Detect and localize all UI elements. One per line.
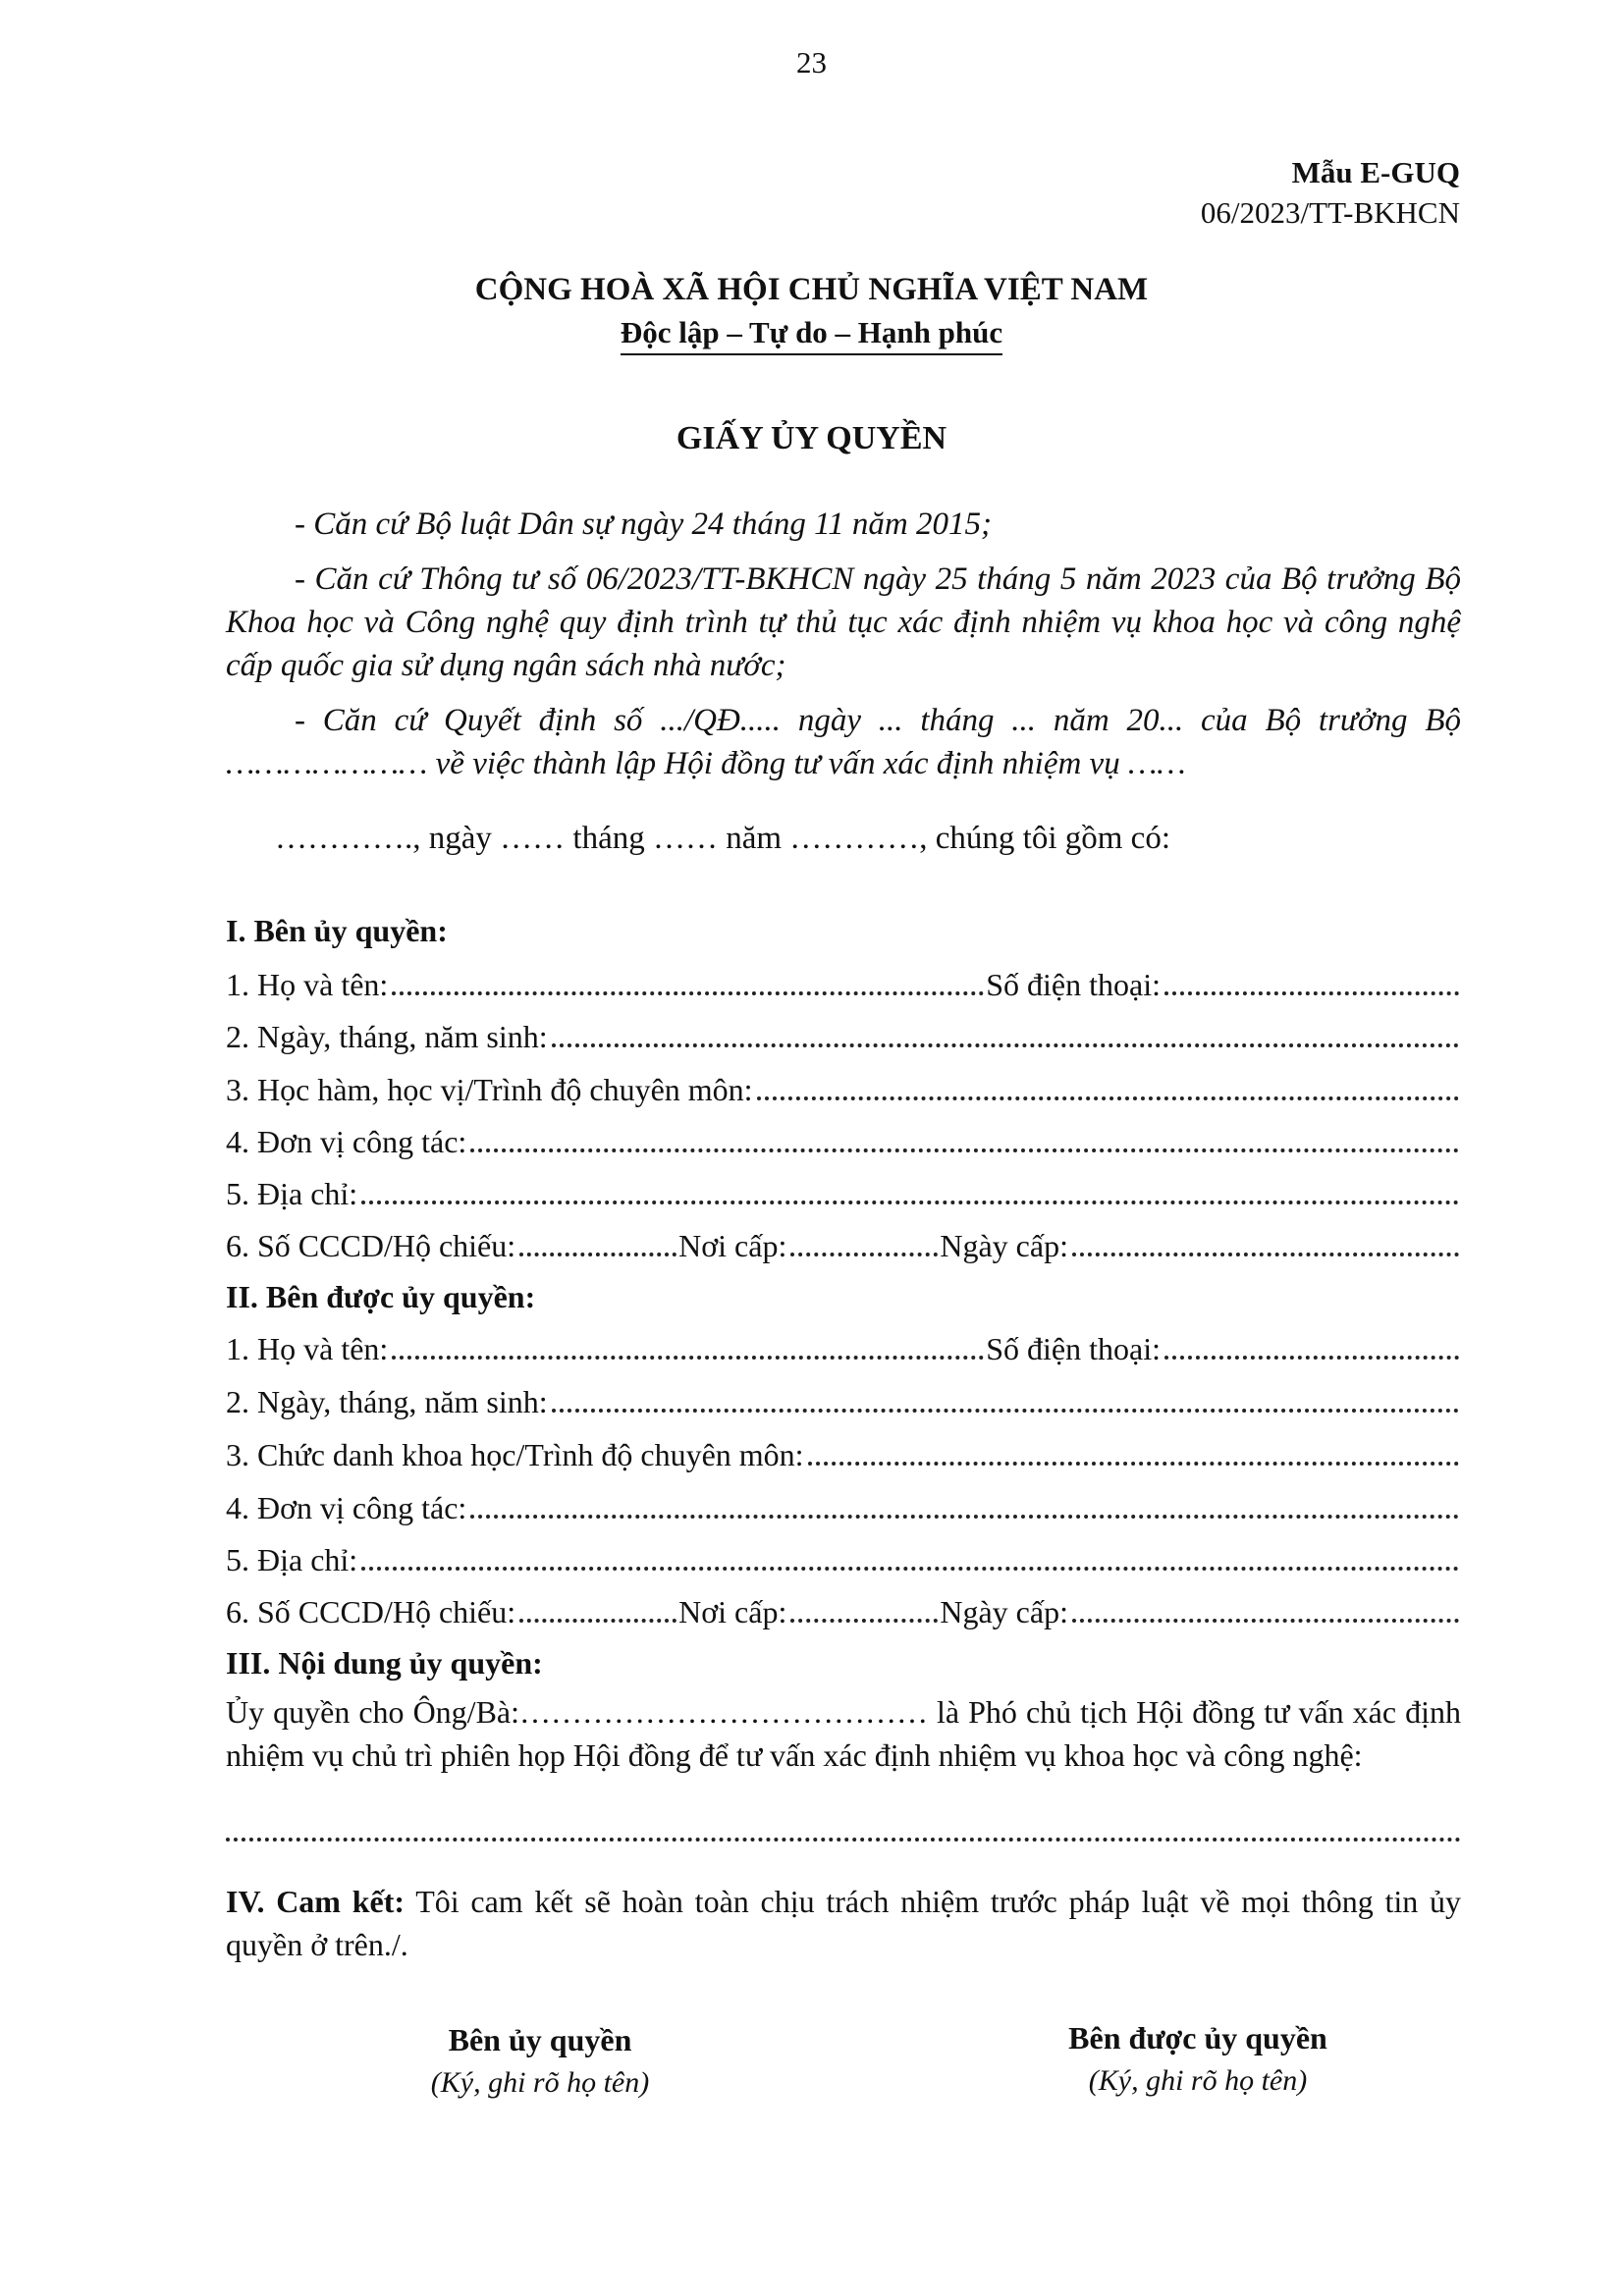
id-input-line[interactable] <box>519 1619 676 1623</box>
form-code: Mẫu E-GUQ <box>1291 155 1460 189</box>
grantor-signature-note: (Ký, ghi rõ họ tên) <box>430 2066 650 2099</box>
section-2-heading: II. Bên được ủy quyền: <box>226 1279 536 1314</box>
degree-label: 3. Học hàm, học vị/Trình độ chuyên môn: <box>226 1072 753 1107</box>
grantor-org-row <box>226 1124 1461 1160</box>
grantee-signature-block <box>943 2020 1453 2098</box>
basis-item: - Căn cứ Bộ luật Dân sự ngày 24 tháng 11 năm 2015; <box>295 507 992 542</box>
section-4-heading: IV. Cam kết: <box>226 1884 406 1919</box>
grantor-degree-row <box>226 1072 1461 1108</box>
dob-input-line[interactable] <box>552 1409 1459 1413</box>
authorization-text: Ủy quyền cho Ông/Bà:………………………………… là Phó chủ tịch Hội đồng tư vấn xác định nhiệm vụ chủ trì phiên họp Hội đồng để tư vấn xác định nhiệm vụ khoa học và công nghệ: <box>226 1694 1461 1773</box>
name-input-line[interactable] <box>392 991 984 995</box>
national-motto <box>0 315 1623 355</box>
address-label: 5. Địa chỉ: <box>226 1542 358 1577</box>
grantee-id-row <box>226 1594 1461 1630</box>
page-number: 23 <box>796 45 827 80</box>
grantee-signature-note: (Ký, ghi rõ họ tên) <box>1088 2064 1308 2097</box>
grantor-id-row <box>226 1228 1461 1264</box>
issued-date-label: Ngày cấp: <box>940 1594 1068 1629</box>
grantor-address-row <box>226 1176 1461 1212</box>
commitment-text: Tôi cam kết sẽ hoàn toàn chịu trách nhiệm trước pháp luật về mọi thông tin ủy quyền ở trên./. <box>226 1884 1462 1962</box>
phone-input-line[interactable] <box>1164 991 1459 995</box>
grantee-address-row <box>226 1542 1461 1578</box>
id-input-line[interactable] <box>519 1253 676 1256</box>
degree-label: 3. Chức danh khoa học/Trình độ chuyên môn: <box>226 1437 804 1472</box>
issued-place-input-line[interactable] <box>790 1253 938 1256</box>
name-label: 1. Họ và tên: <box>226 1331 389 1366</box>
circular-reference: 06/2023/TT-BKHCN <box>1200 195 1460 230</box>
date-line: …………., ngày …… tháng …… năm …………, chúng tôi gồm có: <box>275 821 1170 856</box>
issued-place-label: Nơi cấp: <box>678 1228 787 1263</box>
grantee-dob-row <box>226 1384 1461 1420</box>
phone-label: Số điện thoại: <box>986 967 1161 1002</box>
name-label: 1. Họ và tên: <box>226 967 389 1002</box>
degree-input-line[interactable] <box>808 1462 1459 1466</box>
section-3-heading: III. Nội dung ủy quyền: <box>226 1645 543 1681</box>
motto-text: Độc lập – Tự do – Hạnh phúc <box>621 315 1002 355</box>
section-1-heading: I. Bên ủy quyền: <box>226 913 448 948</box>
document-title: GIẤY ỦY QUYỀN <box>676 420 947 456</box>
grantee-org-row <box>226 1490 1461 1526</box>
grantor-name-row <box>226 967 1461 1003</box>
grantor-dob-row <box>226 1019 1461 1055</box>
name-input-line[interactable] <box>392 1356 984 1360</box>
grantor-signature-title: Bên ủy quyền <box>448 2022 632 2057</box>
org-input-line[interactable] <box>470 1515 1459 1519</box>
address-label: 5. Địa chỉ: <box>226 1176 358 1211</box>
basis-item: - Căn cứ Thông tư số 06/2023/TT-BKHCN ngày 25 tháng 5 năm 2023 của Bộ trưởng Bộ Khoa học và Công nghệ quy định trình tự thủ tục xác định nhiệm vụ khoa học và công nghệ cấp quốc gia sử dụng ngân sách nhà nước; <box>226 561 1461 683</box>
issued-place-label: Nơi cấp: <box>678 1594 787 1629</box>
org-label: 4. Đơn vị công tác: <box>226 1124 467 1159</box>
phone-input-line[interactable] <box>1164 1356 1459 1360</box>
grantee-signature-title: Bên được ủy quyền <box>1068 2020 1327 2056</box>
issued-date-input-line[interactable] <box>1072 1619 1459 1623</box>
national-title: CỘNG HOÀ XÃ HỘI CHỦ NGHĨA VIỆT NAM <box>474 272 1149 307</box>
authorization-detail-row <box>226 1838 1461 1842</box>
phone-label: Số điện thoại: <box>986 1331 1161 1366</box>
org-input-line[interactable] <box>470 1148 1459 1152</box>
issued-place-input-line[interactable] <box>790 1619 938 1623</box>
form-code-block <box>1201 152 1460 233</box>
authorization-detail-input-line[interactable] <box>226 1838 1461 1842</box>
dob-label: 2. Ngày, tháng, năm sinh: <box>226 1019 548 1054</box>
id-label: 6. Số CCCD/Hộ chiếu: <box>226 1594 516 1629</box>
issued-date-input-line[interactable] <box>1072 1253 1459 1256</box>
address-input-line[interactable] <box>361 1201 1459 1204</box>
issued-date-label: Ngày cấp: <box>940 1228 1068 1263</box>
grantee-degree-row <box>226 1437 1461 1473</box>
grantor-signature-block <box>285 2022 795 2100</box>
dob-input-line[interactable] <box>552 1043 1459 1047</box>
address-input-line[interactable] <box>361 1567 1459 1571</box>
degree-input-line[interactable] <box>757 1096 1459 1100</box>
grantee-name-row <box>226 1331 1461 1367</box>
id-label: 6. Số CCCD/Hộ chiếu: <box>226 1228 516 1263</box>
commitment-section <box>226 1880 1461 1966</box>
org-label: 4. Đơn vị công tác: <box>226 1490 467 1525</box>
basis-item: - Căn cứ Quyết định số .../QĐ..... ngày ... tháng ... năm 20... của Bộ trưởng Bộ ………………… về việc thành lập Hội đồng tư vấn xác định nhiệm vụ …… <box>226 703 1461 781</box>
dob-label: 2. Ngày, tháng, năm sinh: <box>226 1384 548 1419</box>
authorization-content <box>226 1690 1461 1777</box>
legal-basis <box>226 503 1461 785</box>
